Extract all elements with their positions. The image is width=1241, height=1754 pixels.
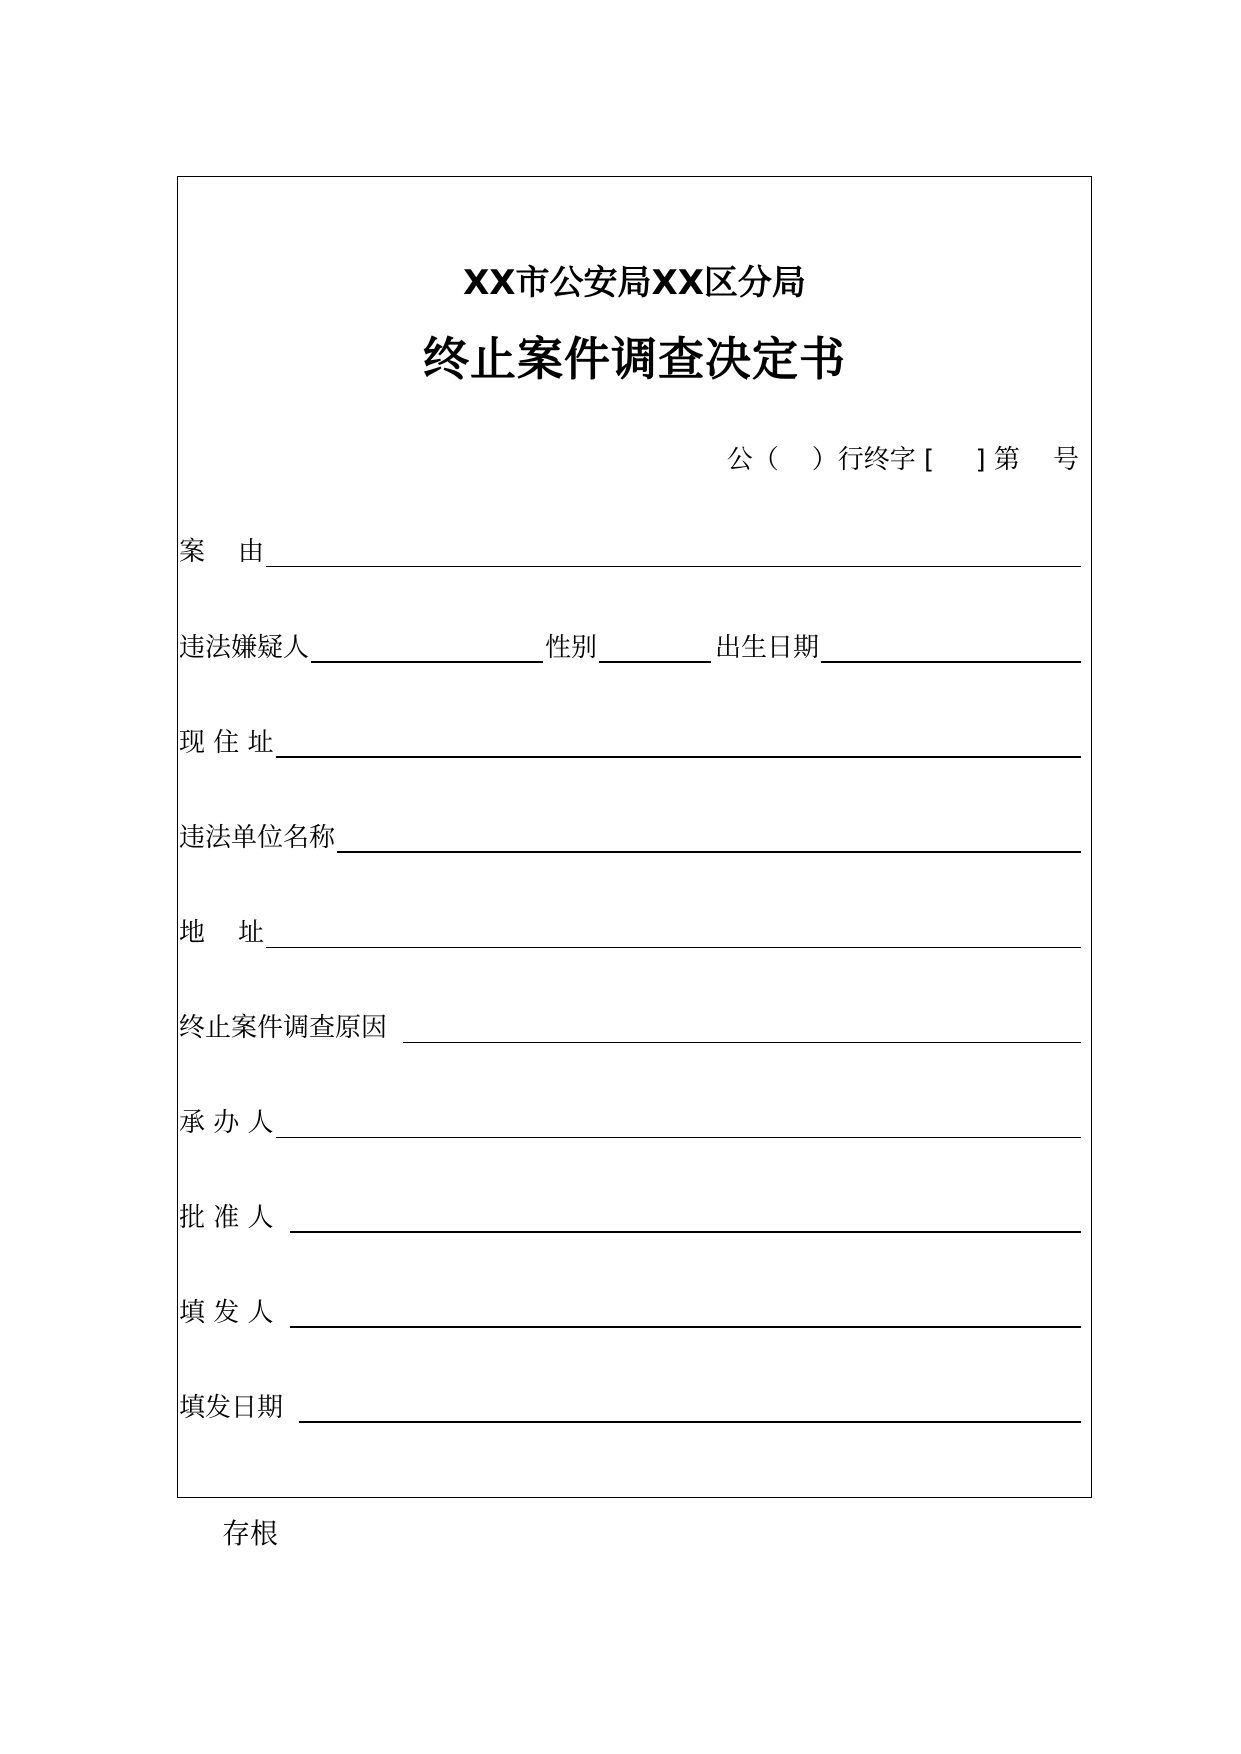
- unit-address-label: 地 址: [179, 918, 265, 948]
- case-reason-label: 案 由: [179, 537, 265, 567]
- approver-field[interactable]: [290, 1201, 1081, 1233]
- unit-name-row: [179, 813, 1081, 853]
- issuer-row: [179, 1288, 1081, 1328]
- unit-name-label: 违法单位名称: [179, 823, 336, 853]
- suspect-field[interactable]: [311, 631, 543, 663]
- stub-label: 存根: [222, 1517, 279, 1550]
- unit-address-row: [179, 908, 1081, 948]
- gender-label: 性别: [545, 633, 598, 663]
- approver-row: [179, 1193, 1081, 1233]
- birth-date-label: 出生日期: [715, 633, 820, 663]
- address-field[interactable]: [276, 726, 1081, 758]
- agency-title: XX市公安局XX区分局: [463, 263, 806, 303]
- unit-name-field[interactable]: [337, 821, 1081, 853]
- document-title: 终止案件调查决定书: [423, 332, 846, 386]
- issue-date-field[interactable]: [299, 1391, 1081, 1423]
- issue-date-label: 填发日期: [179, 1393, 284, 1423]
- case-reason-row: [179, 527, 1081, 567]
- suspect-row: [179, 623, 1081, 663]
- document-frame: [177, 176, 1092, 1498]
- unit-address-field[interactable]: [266, 917, 1081, 948]
- document-number: 公（ ）行终字 [ ] 第 号: [726, 445, 1079, 475]
- birth-date-field[interactable]: [821, 631, 1081, 663]
- issuer-label: 填 发 人: [179, 1298, 274, 1328]
- gender-field[interactable]: [599, 631, 711, 663]
- address-label: 现 住 址: [179, 728, 274, 758]
- handler-field[interactable]: [276, 1107, 1081, 1138]
- case-reason-field[interactable]: [266, 536, 1081, 567]
- termination-reason-label: 终止案件调查原因: [179, 1013, 388, 1043]
- issuer-field[interactable]: [290, 1296, 1081, 1328]
- issue-date-row: [179, 1383, 1081, 1423]
- termination-reason-field[interactable]: [403, 1012, 1081, 1043]
- handler-row: [179, 1098, 1081, 1138]
- handler-label: 承 办 人: [179, 1108, 274, 1138]
- address-row: [179, 718, 1081, 758]
- approver-label: 批 准 人: [179, 1203, 274, 1233]
- termination-reason-row: [179, 1003, 1081, 1043]
- suspect-label: 违法嫌疑人: [179, 633, 310, 663]
